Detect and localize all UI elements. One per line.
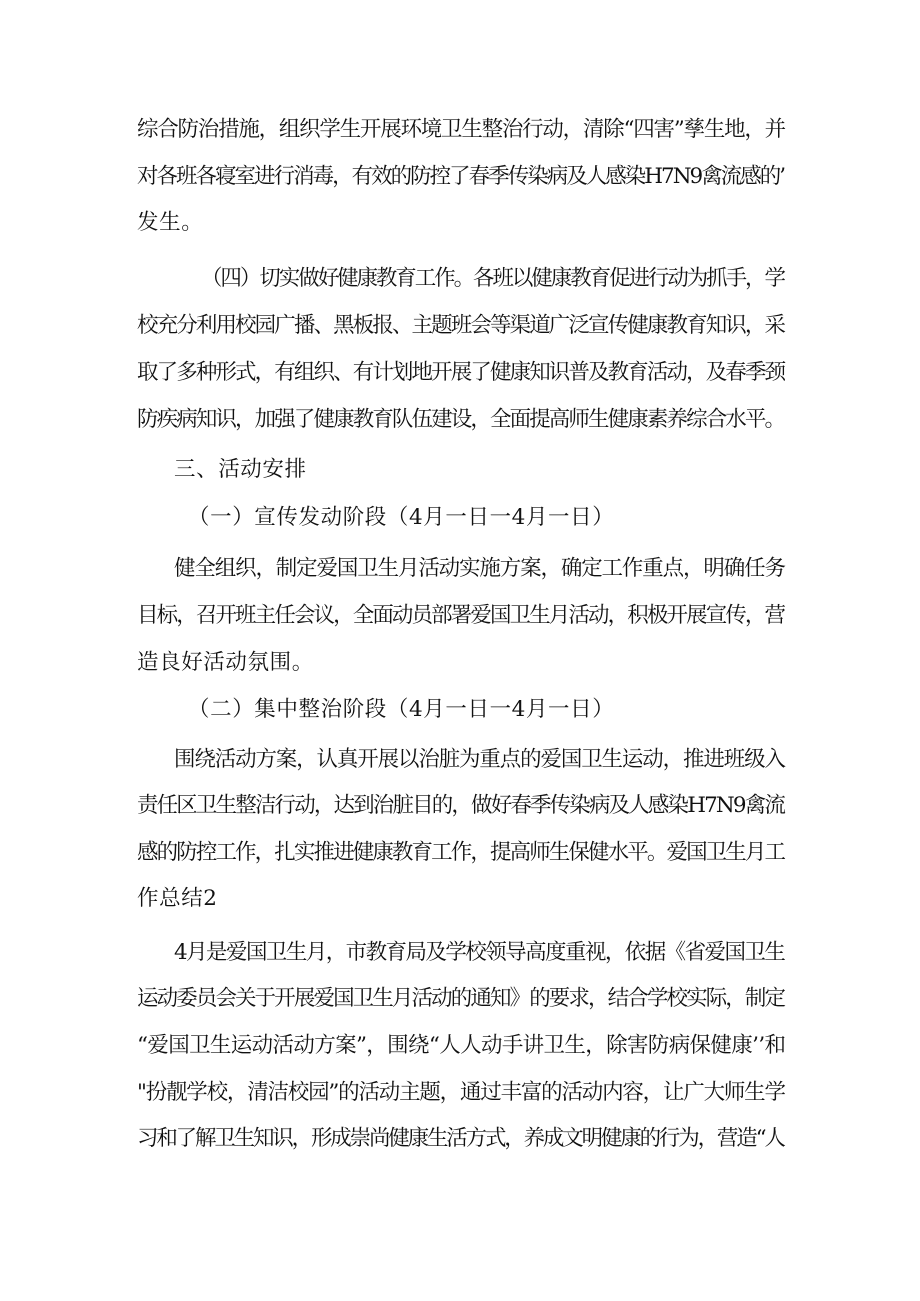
text-line: 综合防治措施，组织学生开展环境卫生整治行动，清除“四害”孳生地，并	[137, 117, 785, 142]
text-line: 围绕活动方案，认真开展以治脏为重点的爱国卫生运动，推进班级入	[174, 747, 785, 772]
subsection-heading: （一）宣传发动阶段（4月一日一4月一日）	[188, 505, 615, 530]
text-line: 目标，召开班主任会议，全面动员部署爱国卫生月活动，积极开展宣传，营	[137, 603, 785, 628]
section-heading: 三、活动安排	[174, 457, 307, 482]
text-line: 作总结2	[137, 886, 218, 911]
text-line: 习和了解卫生知识，形成崇尚健康生活方式，养成文明健康的行为，营造“人	[137, 1126, 784, 1151]
subsection-heading: （二）集中整治阶段（4月一日一4月一日）	[188, 697, 615, 722]
text-line: "扮靓学校，清洁校园”的活动主题，通过丰富的活动内容，让广大师生学	[137, 1080, 785, 1105]
text-line: 感的防控工作，扎实推进健康教育工作，提高师生保健水平。爱国卫生月工	[137, 840, 785, 865]
text-line: 造良好活动氛围。	[137, 650, 314, 675]
text-line: 对各班各寝室进行消毒，有效的防控了春季传染病及人感染H7N9禽流感的’	[137, 164, 785, 189]
text-line: 校充分利用校园广播、黑板报、主题班会等渠道广泛宣传健康教育知识，采	[137, 313, 785, 338]
text-line: 责任区卫生整洁行动，达到治脏目的，做好春季传染病及人感染H7N9禽流	[137, 793, 785, 818]
text-line: （四）切实做好健康教育工作。各班以健康教育促进行动为抓手，学	[201, 266, 784, 291]
text-line: “爱国卫生运动活动方案”，围绕“人人动手讲卫生，除害防病保健康’’和	[137, 1033, 786, 1058]
text-line: 运动委员会关于开展爱国卫生月活动的通知》的要求，结合学校实际，制定	[137, 986, 785, 1011]
text-line: 健全组织，制定爱国卫生月活动实施方案，确定工作重点，明确任务	[174, 556, 785, 581]
text-line: 发生。	[137, 210, 204, 235]
text-line: 取了多种形式，有组织、有计划地开展了健康知识普及教育活动，及春季颈	[137, 360, 785, 385]
text-line: 4月是爱国卫生月，市教育局及学校领导高度重视，依据《省爱国卫生	[174, 940, 785, 965]
text-line: 防疾病知识，加强了健康教育队伍建设，全面提高师生健康素养综合水平。	[137, 407, 785, 432]
